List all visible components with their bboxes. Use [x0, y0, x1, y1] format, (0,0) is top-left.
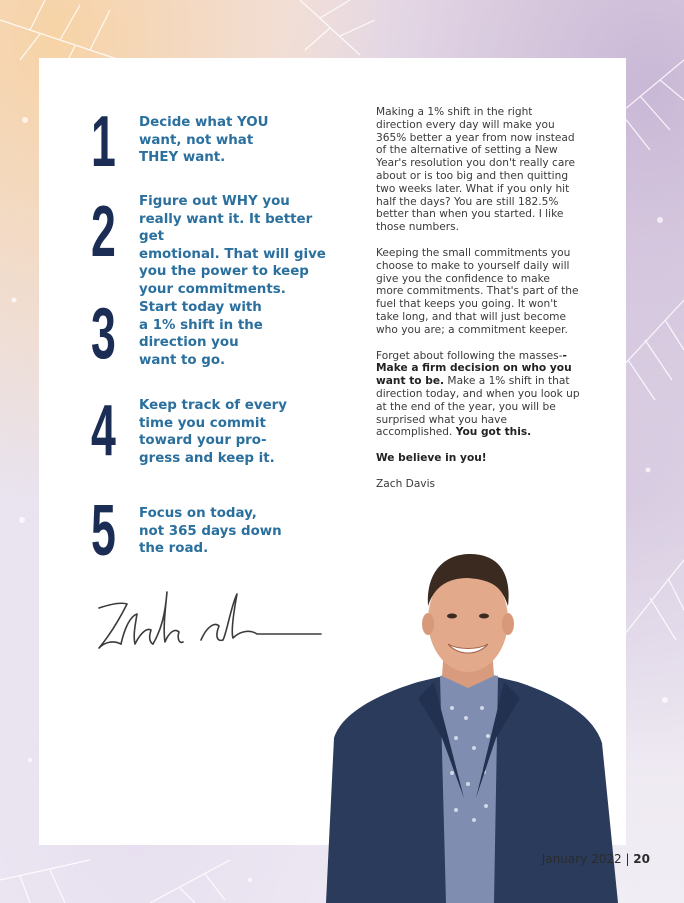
step-text: Figure out WHY you really want it. It better get emotional. That will give you the power to keep your commitments.	[139, 194, 326, 297]
paragraph-3: Forget about following the masses--Make a firm decision on who you want to be. Make a 1% shift in that direction today, and when you look up at the end of the year, you will be surprised what you have accomplished. You got this.	[376, 349, 580, 439]
step-number: 3	[91, 294, 116, 374]
author-photo	[326, 548, 626, 903]
step-text: Decide what YOU want, not what THEY want.	[139, 115, 269, 165]
step-text: Keep track of every time you commit toward your pro- gress and keep it.	[139, 398, 288, 466]
footer-separator: |	[621, 852, 634, 866]
page-number: 20	[633, 852, 650, 866]
step-number: 2	[91, 192, 116, 272]
author-name: Zach Davis	[376, 477, 436, 490]
issue-date: January 2022	[541, 852, 622, 866]
step-text: Focus on today, not 365 days down the road.	[139, 506, 282, 556]
handwritten-signature	[91, 586, 331, 676]
step-number: 1	[91, 102, 116, 182]
step-number: 4	[91, 391, 116, 471]
step-text: Start today with a 1% shift in the direction you want to go.	[139, 300, 263, 368]
step-number: 5	[91, 491, 116, 571]
paragraph-2: Keeping the small commitments you choose to make to yourself daily will give you the confidence to make more commitments. That's part of the fuel that keeps you going. It won't take long, and that will just become who you are; a commitment keeper.	[376, 246, 579, 336]
page-footer	[542, 852, 650, 866]
paragraph-1: Making a 1% shift in the right direction every day will make you 365% better a year from now instead of the alternative of setting a New Year's resolution you don't really care about or is too big and then quitting two weeks later. What if you only hit half the days? You are still 182.5% better than when you started. I like those numbers.	[376, 106, 575, 234]
closing-line: We believe in you!	[376, 452, 487, 465]
article-body	[376, 106, 580, 504]
